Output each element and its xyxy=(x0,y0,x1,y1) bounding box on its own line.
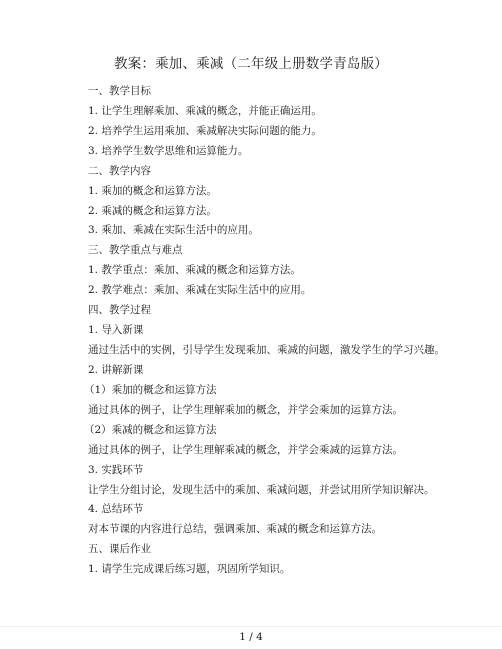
text-line: 让学生分组讨论，发现生活中的乘加、乘减问题，并尝试用所学知识解决。 xyxy=(88,484,435,496)
subheading-multiply-add: （1）乘加的概念和运算方法 xyxy=(84,384,217,396)
text-line: 2. 乘减的概念和运算方法。 xyxy=(88,205,217,217)
text-line: 1. 让学生理解乘加、乘减的概念，并能正确运用。 xyxy=(88,105,322,117)
section-heading-process: 四、教学过程 xyxy=(88,304,151,316)
subheading-summary: 4. 总结环节 xyxy=(88,503,144,515)
section-heading-content: 二、教学内容 xyxy=(88,165,151,177)
text-line: 1. 请学生完成课后练习题，巩固所学知识。 xyxy=(88,563,291,575)
document-title: 教案：乘加、乘减（二年级上册数学青岛版） xyxy=(114,56,388,72)
section-heading-objectives: 一、教学目标 xyxy=(88,85,151,97)
text-line: 3. 乘加、乘减在实际生活中的应用。 xyxy=(88,224,259,236)
subheading-new-lesson: 2. 讲解新课 xyxy=(88,364,144,376)
text-line: 2. 培养学生运用乘加、乘减解决实际问题的能力。 xyxy=(88,125,322,137)
text-line: 通过生活中的实例，引导学生发现乘加、乘减的问题，激发学生的学习兴趣。 xyxy=(88,344,445,356)
text-line: 2. 教学难点：乘加、乘减在实际生活中的应用。 xyxy=(88,284,312,296)
text-line: 对本节课的内容进行总结，强调乘加、乘减的概念和运算方法。 xyxy=(88,523,382,535)
subheading-introduction: 1. 导入新课 xyxy=(88,324,144,336)
text-line: 通过具体的例子，让学生理解乘加的概念，并学会乘加的运算方法。 xyxy=(88,404,403,416)
text-line: 1. 乘加的概念和运算方法。 xyxy=(88,185,217,197)
text-line: 通过具体的例子，让学生理解乘减的概念，并学会乘减的运算方法。 xyxy=(88,444,403,456)
section-heading-key-points: 三、教学重点与难点 xyxy=(88,244,183,256)
section-heading-homework: 五、课后作业 xyxy=(88,543,151,555)
text-line: 1. 教学重点：乘加、乘减的概念和运算方法。 xyxy=(88,264,301,276)
page-number: 1 / 4 xyxy=(239,631,263,643)
subheading-practice: 3. 实践环节 xyxy=(88,464,144,476)
subheading-multiply-subtract: （2）乘减的概念和运算方法 xyxy=(84,424,217,436)
footer-divider xyxy=(0,626,502,627)
text-line: 3. 培养学生数学思维和运算能力。 xyxy=(88,145,249,157)
